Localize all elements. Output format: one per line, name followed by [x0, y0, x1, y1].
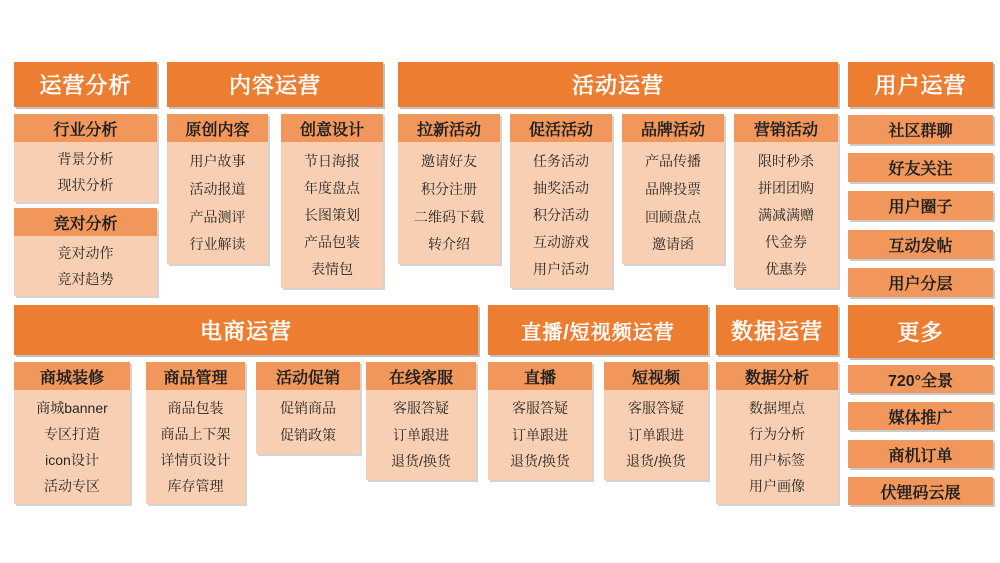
group-title: 促活活动	[510, 114, 612, 142]
group-items	[14, 390, 130, 504]
list-item: 退货/换货	[510, 453, 570, 470]
group-industry-analysis	[14, 114, 157, 202]
list-item: 数据埋点	[749, 399, 805, 416]
group-items	[146, 390, 245, 504]
bar-user-segmentation: 用户分层	[848, 268, 993, 297]
list-item: 邀请函	[652, 236, 694, 253]
list-item: 产品传播	[645, 153, 701, 170]
list-item: 背景分析	[57, 151, 114, 168]
group-items	[734, 142, 838, 288]
list-item: 促销政策	[280, 427, 336, 444]
list-item: 年度盘点	[304, 179, 360, 196]
group-title: 数据分析	[716, 362, 838, 390]
section-header-data-operations: 数据运营	[716, 305, 838, 355]
group-brand-campaigns	[622, 114, 724, 264]
list-item: 转介绍	[428, 236, 470, 253]
list-item: 行业解读	[189, 236, 246, 253]
list-item: 库存管理	[167, 477, 224, 494]
list-item: 节日海报	[304, 152, 360, 169]
bar-friend-follow: 好友关注	[848, 153, 993, 182]
group-original-content	[167, 114, 268, 264]
list-item: 限时秒杀	[758, 152, 814, 169]
list-item: 积分注册	[421, 181, 477, 198]
list-item: 专区打造	[44, 425, 100, 442]
group-marketing-campaigns	[734, 114, 838, 288]
list-item: 客服答疑	[628, 400, 684, 417]
group-items	[398, 142, 500, 264]
group-title: 竞对分析	[14, 208, 157, 236]
group-items	[716, 390, 838, 504]
bar-media-promotion: 媒体推广	[848, 402, 993, 430]
list-item: 退货/换货	[391, 453, 451, 470]
list-item: 抽奖活动	[533, 179, 589, 196]
group-title: 短视频	[604, 362, 708, 390]
group-title: 在线客服	[366, 362, 476, 390]
group-title: 行业分析	[14, 114, 157, 142]
section-header-ecommerce-operations: 电商运营	[14, 305, 478, 355]
group-title: 拉新活动	[398, 114, 500, 142]
list-item: 任务活动	[533, 152, 589, 169]
list-item: icon设计	[45, 451, 99, 468]
group-items	[281, 142, 383, 288]
group-promo-sales	[256, 362, 360, 454]
bar-business-orders: 商机订单	[848, 440, 993, 468]
list-item: 订单跟进	[393, 426, 449, 443]
list-item: 邀请好友	[421, 153, 477, 170]
list-item: 订单跟进	[512, 426, 568, 443]
group-title: 品牌活动	[622, 114, 724, 142]
section-header-more: 更多	[848, 305, 993, 358]
group-mall-decoration	[14, 362, 130, 504]
group-items	[510, 142, 612, 288]
list-item: 退货/换货	[626, 453, 686, 470]
list-item: 用户故事	[189, 153, 246, 170]
group-acquisition-campaigns	[398, 114, 500, 264]
list-item: 活动报道	[189, 181, 246, 198]
list-item: 行为分析	[749, 425, 805, 442]
list-item: 竞对趋势	[57, 270, 114, 287]
section-header-operations-analysis: 运营分析	[14, 62, 157, 107]
group-items	[622, 142, 724, 264]
list-item: 互动游戏	[533, 233, 589, 250]
group-title: 活动促销	[256, 362, 360, 390]
group-items	[14, 142, 157, 202]
group-items	[604, 390, 708, 480]
list-item: 活动专区	[44, 477, 100, 494]
list-item: 商品包装	[167, 399, 224, 416]
group-items	[488, 390, 592, 480]
list-item: 表情包	[311, 260, 353, 277]
bar-interactive-posts: 互动发帖	[848, 230, 993, 259]
group-data-analysis	[716, 362, 838, 504]
list-item: 商品上下架	[160, 425, 231, 442]
section-header-user-operations: 用户运营	[848, 62, 993, 107]
bar-user-circles: 用户圈子	[848, 191, 993, 220]
list-item: 详情页设计	[160, 451, 231, 468]
group-items	[14, 236, 157, 296]
list-item: 代金券	[765, 233, 807, 250]
list-item: 回顾盘点	[645, 208, 701, 225]
group-title: 商品管理	[146, 362, 245, 390]
group-title: 商城装修	[14, 362, 130, 390]
list-item: 竞对动作	[57, 245, 114, 262]
list-item: 品牌投票	[645, 181, 701, 198]
group-activation-campaigns	[510, 114, 612, 288]
list-item: 用户活动	[533, 260, 589, 277]
group-competitor-analysis	[14, 208, 157, 296]
bar-fulima-cloud-expo: 伏锂码云展	[848, 477, 993, 505]
group-product-management	[146, 362, 245, 504]
group-items	[366, 390, 476, 480]
list-item: 拼团团购	[758, 179, 814, 196]
list-item: 用户标签	[749, 451, 805, 468]
bar-panorama-720: 720°全景	[848, 365, 993, 393]
group-creative-design	[281, 114, 383, 288]
list-item: 长图策划	[304, 206, 360, 223]
bar-community-group-chat: 社区群聊	[848, 115, 993, 144]
section-header-content-operations: 内容运营	[167, 62, 383, 107]
group-title: 营销活动	[734, 114, 838, 142]
list-item: 客服答疑	[393, 400, 449, 417]
group-short-video	[604, 362, 708, 480]
section-header-campaign-operations: 活动运营	[398, 62, 838, 107]
list-item: 订单跟进	[628, 426, 684, 443]
list-item: 优惠券	[765, 260, 807, 277]
list-item: 客服答疑	[512, 400, 568, 417]
list-item: 二维码下载	[414, 208, 484, 225]
list-item: 满减满赠	[758, 206, 814, 223]
section-header-live-shortvideo-operations: 直播/短视频运营	[488, 305, 708, 355]
group-title: 原创内容	[167, 114, 268, 142]
list-item: 产品测评	[189, 208, 246, 225]
group-title: 直播	[488, 362, 592, 390]
group-items	[167, 142, 268, 264]
group-title: 创意设计	[281, 114, 383, 142]
group-online-customer-service	[366, 362, 476, 480]
group-items	[256, 390, 360, 454]
list-item: 用户画像	[749, 477, 805, 494]
group-live-streaming	[488, 362, 592, 480]
list-item: 现状分析	[57, 176, 114, 193]
list-item: 商城banner	[36, 399, 108, 416]
list-item: 促销商品	[280, 400, 336, 417]
list-item: 产品包装	[304, 233, 360, 250]
list-item: 积分活动	[533, 206, 589, 223]
